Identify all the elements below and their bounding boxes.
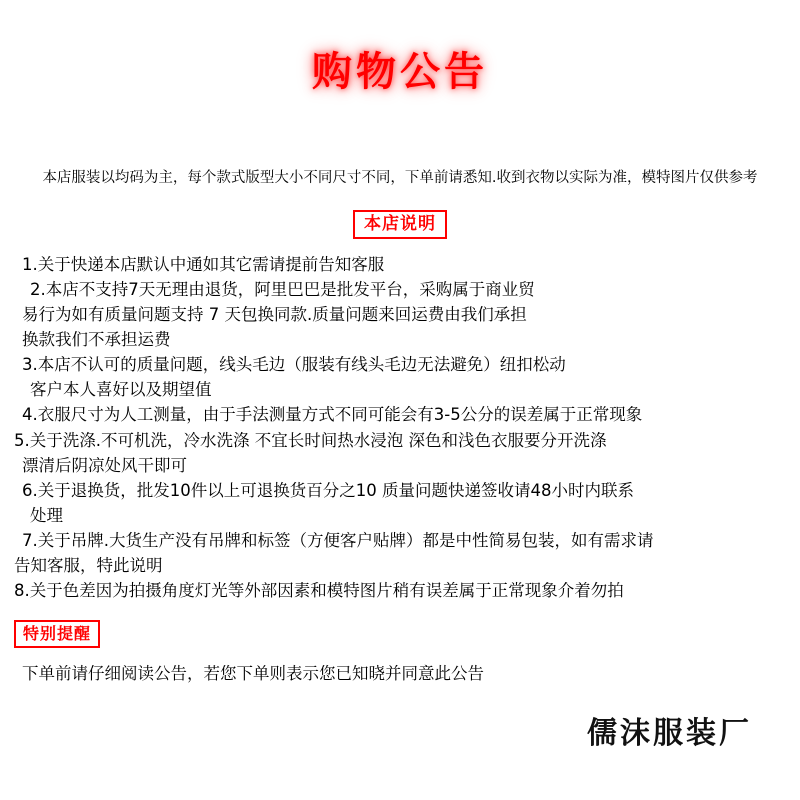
special-reminder-badge: 特别提醒 [14, 620, 100, 648]
list-item: 6.关于退换货，批发10件以上可退换货百分之10 质量问题快递签收请48小时内联系 [22, 480, 634, 500]
list-item: 5.关于洗涤.不可机洗，冷水洗涤 不宜长时间热水浸泡 深色和浅色衣服要分开洗涤 [14, 430, 607, 450]
list-item: 换款我们不承担运费 [22, 330, 171, 350]
brand-name: 儒沫服装厂 [587, 716, 752, 751]
list-item: 3.本店不认可的质量问题，线头毛边（服装有线头毛边无法避免）纽扣松动 [22, 355, 566, 375]
list-item: 易行为如有质量问题支持 7 天包换同款.质量问题来回运费由我们承担 [22, 305, 527, 325]
list-item: 1.关于快递本店默认中通如其它需请提前告知客服 [22, 255, 385, 274]
special-reminder-text: 下单前请仔细阅读公告，若您下单则表示您已知晓并同意此公告 [22, 664, 484, 683]
title-container [0, 0, 800, 97]
store-note-badge: 本店说明 [353, 210, 447, 239]
list-item: 漂清后阴凉处风干即可 [22, 455, 187, 475]
store-note-list [14, 252, 786, 603]
page-title: 购物公告 [312, 49, 488, 95]
list-item: 告知客服，特此说明 [14, 555, 163, 575]
special-reminder-section-header [14, 620, 100, 648]
list-item: 客户本人喜好以及期望值 [30, 380, 212, 400]
list-item: 4.衣服尺寸为人工测量，由于手法测量方式不同可能会有3-5公分的误差属于正常现象 [22, 405, 643, 425]
list-item: 8.关于色差因为拍摄角度灯光等外部因素和模特图片稍有误差属于正常现象介着勿拍 [14, 581, 624, 601]
list-item: 7.关于吊牌.大货生产没有吊牌和标签（方便客户贴牌）都是中性简易包装，如有需求请 [22, 530, 654, 550]
list-item: 处理 [30, 505, 63, 525]
intro-text: 本店服装以均码为主，每个款式版型大小不同尺寸不同，下单前请悉知.收到衣物以实际为准，模特图片仅供参考 [42, 170, 758, 186]
list-item: 2.本店不支持7天无理由退货，阿里巴巴是批发平台，采购属于商业贸 [30, 280, 535, 300]
store-note-section-header [0, 210, 800, 239]
